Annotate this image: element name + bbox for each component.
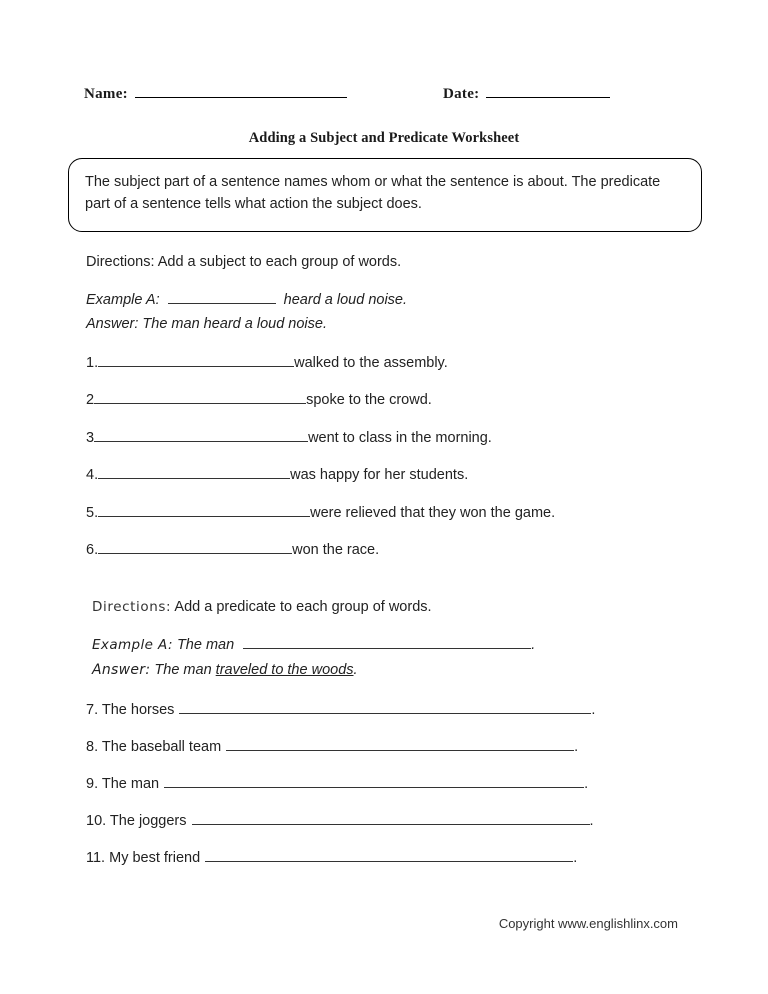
question-number: 4.: [86, 467, 99, 484]
definition-box: [68, 158, 702, 232]
answer-blank[interactable]: [94, 428, 308, 442]
section1-question-list: [86, 353, 686, 577]
answer-blank[interactable]: [98, 503, 310, 517]
question-number: 1.: [86, 355, 99, 371]
question-number: 6.: [86, 541, 99, 558]
section1-example-label: Example A:: [86, 292, 160, 308]
section2-example-label: Example A:: [92, 637, 173, 653]
question-item: [86, 848, 686, 885]
question-period: .: [574, 739, 579, 755]
question-text: 8. The baseball team: [86, 739, 222, 755]
question-text: 7. The horses: [86, 702, 175, 718]
answer-blank[interactable]: [98, 465, 290, 479]
name-blank-line[interactable]: [135, 84, 347, 98]
question-item: [86, 700, 686, 737]
name-label: Name:: [84, 86, 128, 102]
answer-blank[interactable]: [205, 848, 573, 862]
question-text: were relieved that they won the game.: [310, 504, 556, 521]
definition-text: The subject part of a sentence names whom or what the sentence is about. The predicate part of a sentence tells what action the subject does.: [85, 174, 661, 213]
answer-blank[interactable]: [226, 737, 574, 751]
answer-blank[interactable]: [192, 811, 590, 825]
section2-answer-predicate: traveled to the woods: [215, 662, 354, 678]
section1-example-text: heard a loud noise.: [283, 292, 408, 308]
question-text: 11. My best friend: [86, 850, 201, 866]
answer-blank[interactable]: [164, 774, 584, 788]
section2-example-subject: The man: [176, 637, 235, 653]
page-title: Adding a Subject and Predicate Worksheet: [248, 130, 520, 146]
question-item: [86, 465, 686, 502]
section1-example: [86, 291, 407, 308]
section1-example-blank: [168, 291, 276, 304]
question-period: .: [573, 850, 578, 866]
header-row: [84, 84, 684, 103]
copyright-notice: Copyright www.englishlinx.com: [498, 916, 678, 931]
question-item: [86, 390, 686, 427]
question-text: won the race.: [292, 541, 380, 558]
section2-answer-subject: The man: [154, 662, 216, 678]
section2-answer-label: Answer:: [92, 662, 151, 678]
section1-directions: Directions: Add a subject to each group of words.: [86, 254, 402, 270]
date-blank-line[interactable]: [486, 84, 610, 98]
section2-example-blank: [243, 636, 531, 649]
answer-blank[interactable]: [94, 390, 306, 404]
question-period: .: [589, 813, 594, 829]
section1-answer: Answer: The man heard a loud noise.: [86, 316, 327, 332]
question-number: 2: [86, 392, 95, 409]
answer-blank[interactable]: [98, 353, 294, 367]
section2-directions-text: Add a predicate to each group of words.: [174, 599, 432, 615]
section2-directions-label: Directions:: [92, 599, 172, 615]
question-item: [86, 540, 686, 577]
question-period: .: [591, 702, 596, 718]
section2-example: [92, 636, 535, 653]
question-number: 3: [86, 429, 95, 446]
question-text: was happy for her students.: [290, 467, 469, 484]
answer-blank[interactable]: [98, 540, 292, 554]
question-period: .: [584, 776, 589, 792]
section2-directions: [92, 599, 432, 615]
section2-answer-period: .: [353, 662, 358, 678]
date-group: [443, 84, 610, 103]
date-label: Date:: [442, 86, 480, 102]
question-item: [86, 774, 686, 811]
answer-blank[interactable]: [179, 700, 591, 714]
question-item: [86, 737, 686, 774]
question-text: went to class in the morning.: [308, 429, 492, 446]
section2-question-list: [86, 700, 686, 885]
question-item: [86, 811, 686, 848]
question-text: spoke to the crowd.: [306, 392, 432, 409]
question-item: [86, 428, 686, 465]
question-item: [86, 503, 686, 540]
question-text: 9. The man: [86, 776, 160, 792]
question-text: walked to the assembly.: [294, 355, 448, 371]
section2-answer: [92, 662, 358, 678]
section2-example-period: .: [531, 637, 536, 653]
question-number: 5.: [86, 504, 99, 521]
question-text: 10. The joggers: [86, 813, 187, 829]
question-item: [86, 353, 686, 390]
